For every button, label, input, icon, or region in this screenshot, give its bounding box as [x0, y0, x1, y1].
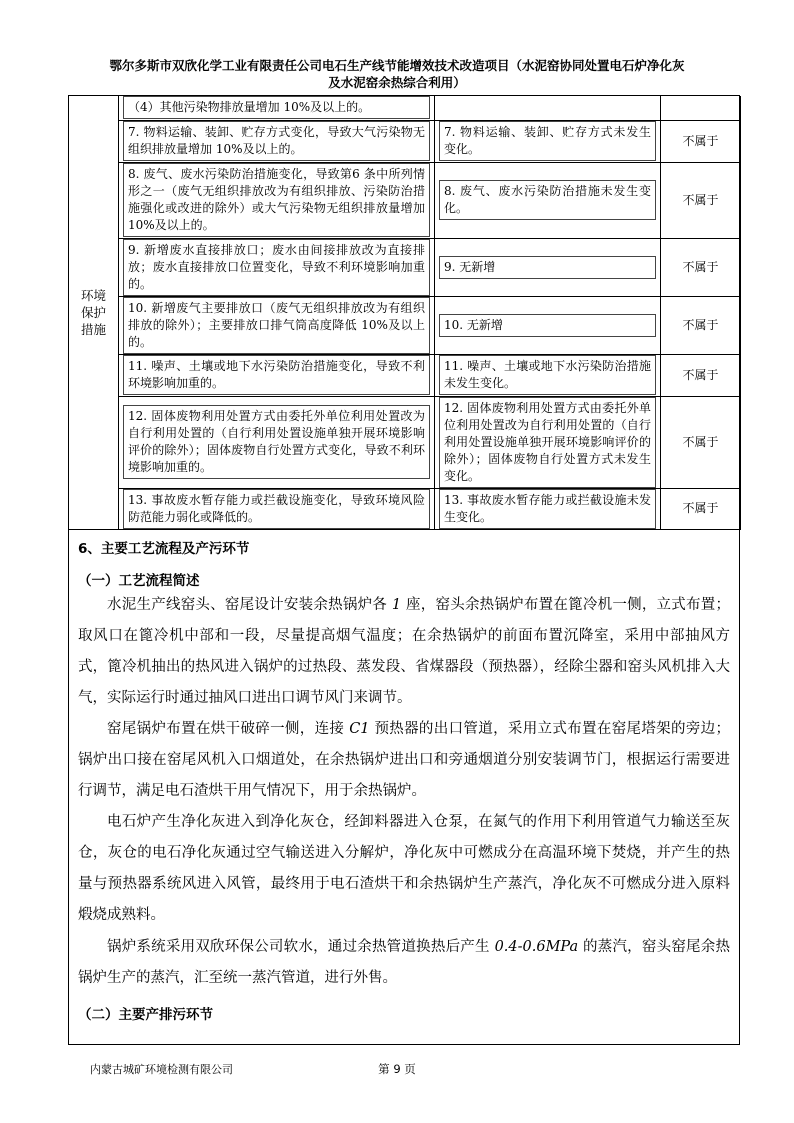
table-row: [69, 162, 741, 238]
actual-cell: 7. 物料运输、装卸、贮存方式未发生变化。: [435, 120, 661, 162]
table-row: [69, 354, 741, 396]
actual-cell: 13. 事故废水暂存能力或拦截设施未发生变化。: [435, 488, 661, 529]
result-cell: 不属于: [661, 238, 741, 296]
requirement-cell: 11. 噪声、土壤或地下水污染防治措施变化，导致不利环境影响加重的。: [119, 354, 435, 396]
change-assessment-table: [68, 96, 741, 530]
requirement-cell: 9. 新增废水直接排放口；废水由间接排放改为直接排放；废水直接排放口位置变化，导致不利环境影响加重的。: [119, 238, 435, 296]
table-row: [69, 488, 741, 529]
requirement-cell: 12. 固体废物利用处置方式由委托外单位利用处置改为自行利用处置的（自行利用处置设施单独开展环境影响评价的除外）；固体废物自行处置方式变化，导致不利环境影响加重的。: [119, 396, 435, 488]
requirement-cell: 13. 事故废水暂存能力或拦截设施变化，导致环境风险防范能力弱化或降低的。: [119, 488, 435, 529]
result-cell: 不属于: [661, 296, 741, 354]
section-heading: 6、主要工艺流程及产污环节: [78, 541, 250, 557]
requirement-cell: 8. 废气、废水污染防治措施变化，导致第6 条中所列情形之一（废气无组织排放改为有组织排放、污染防治措施强化或改进的除外）或大气污染物无组织排放量增加 10%及以上的。: [119, 162, 435, 238]
paragraph: 电石炉产生净化灰进入到净化灰仓，经卸料器进入仓泵，在氮气的作用下利用管道气力输送至灰仓，灰仓的电石净化灰通过空气输送进入分解炉，净化灰中可燃成分在高温环境下焚烧，并产生的热量与预热器系统风进入风管，最终用于电石渣烘干和余热锅炉生产蒸汽，净化灰不可燃成分进入原料煅烧成熟料。: [78, 814, 730, 923]
result-cell: 不属于: [661, 120, 741, 162]
page-number: 第 9 页: [378, 1062, 416, 1076]
actual-cell: [435, 96, 661, 120]
paragraph: 水泥生产线窑头、窑尾设计安装余热锅炉各 1 座，窑头余热锅炉布置在篦冷机一侧，立式布置；取风口在篦冷机中部和一段，尽量提高烟气温度；在余热锅炉的前面布置沉降室，采用中部抽风方式，篦冷机抽出的热风进入锅炉的过热段、蒸发段、省煤器段（预热器），经除尘器和窑头风机排入大气，实际运行时通过抽风口进出口调节风门来调节。: [78, 597, 731, 706]
header-title-line1: 鄂尔多斯市双欣化学工业有限责任公司电石生产线节能增效技术改造项目（水泥窑协同处置电石炉净化灰: [109, 58, 685, 73]
header-title-line2: 及水泥窑余热综合利用）: [328, 75, 466, 90]
document-header: [40, 57, 754, 91]
paragraph: 锅炉系统采用双欣环保公司软水，通过余热管道换热后产生 0.4-0.6MPa 的蒸汽，窑头窑尾余热锅炉生产的蒸汽，汇至统一蒸汽管道，进行外售。: [78, 939, 731, 986]
result-cell: 不属于: [661, 354, 741, 396]
paragraph: 窑尾锅炉布置在烘干破碎一侧，连接 C1 预热器的出口管道，采用立式布置在窑尾塔架的旁边；锅炉出口接在窑尾风机入口烟道处，在余热锅炉进出口和旁通烟道分别安装调节门，根据运行需要进行调节，满足电石渣烘干用气情况下，用于余热锅炉。: [78, 721, 730, 799]
category-cell: 环境保护措施: [69, 96, 119, 529]
table-row: [69, 238, 741, 296]
requirement-cell: 10. 新增废气主要排放口（废气无组织排放改为有组织排放的除外）；主要排放口排气筒高度降低 10%及以上的。: [119, 296, 435, 354]
actual-cell: 12. 固体废物利用处置方式由委托外单位利用处置改为自行利用处置的（自行利用处置设施单独开展环境影响评价的除外）；固体废物自行处置方式未发生变化。: [435, 396, 661, 488]
actual-cell: 9. 无新增: [435, 238, 661, 296]
actual-cell: 11. 噪声、土壤或地下水污染防治措施未发生变化。: [435, 354, 661, 396]
result-cell: 不属于: [661, 162, 741, 238]
footer-company: 内蒙古城矿环境检测有限公司: [90, 1063, 233, 1076]
result-cell: 不属于: [661, 488, 741, 529]
subsection-heading: （二）主要产排污环节: [78, 1007, 213, 1023]
table-row: [69, 96, 741, 120]
actual-cell: 8. 废气、废水污染防治措施未发生变化。: [435, 162, 661, 238]
requirement-cell: （4）其他污染物排放量增加 10%及以上的。: [119, 96, 435, 120]
result-cell: [661, 96, 741, 120]
subsection-heading: （一）工艺流程简述: [78, 573, 200, 589]
table-row: [69, 396, 741, 488]
result-cell: 不属于: [661, 396, 741, 488]
table-row: [69, 120, 741, 162]
requirement-cell: 7. 物料运输、装卸、贮存方式变化，导致大气污染物无组织排放量增加 10%及以上的。: [119, 120, 435, 162]
actual-cell: 10. 无新增: [435, 296, 661, 354]
table-row: [69, 296, 741, 354]
